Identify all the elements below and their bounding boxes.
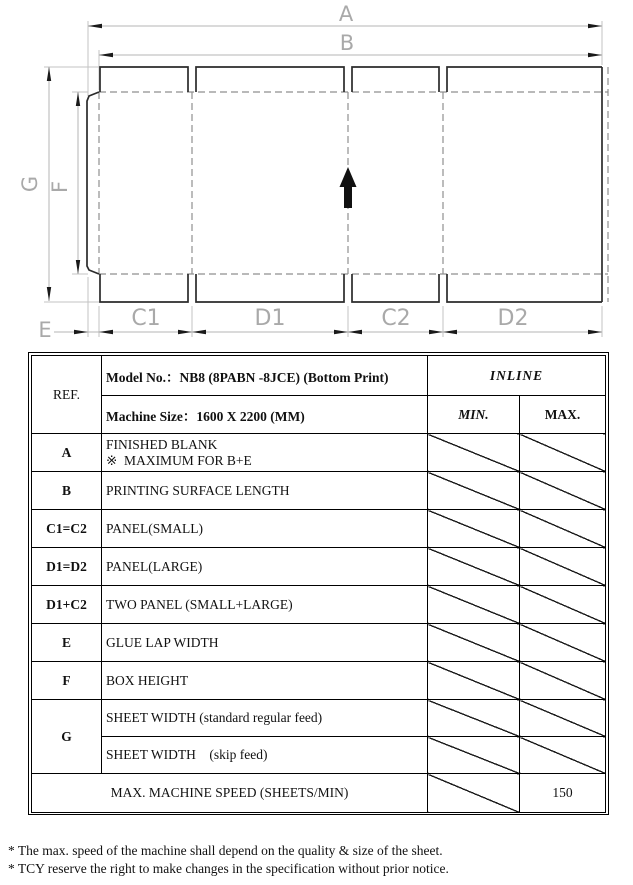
- row-ref: D1+C2: [32, 586, 102, 624]
- min-value-cell: [428, 548, 520, 586]
- row-ref: D1=D2: [32, 548, 102, 586]
- row-desc: TWO PANEL (SMALL+LARGE): [102, 586, 428, 624]
- row-ref: A: [32, 434, 102, 472]
- max-value-cell: [520, 737, 606, 774]
- spec-table-border: [28, 352, 609, 815]
- max-value-cell: [520, 434, 606, 472]
- inline-header-cell: INLINE: [428, 356, 606, 396]
- row-ref: F: [32, 662, 102, 700]
- min-value-cell: [428, 472, 520, 510]
- table-row-c1c2: [32, 510, 606, 548]
- dim-label-b: B: [339, 31, 355, 55]
- row-desc: [102, 434, 428, 472]
- table-row-g1: [32, 700, 606, 737]
- min-header-cell: MIN.: [428, 396, 520, 434]
- row-ref: G: [32, 700, 102, 774]
- row-desc: PRINTING SURFACE LENGTH: [102, 472, 428, 510]
- row-desc: PANEL(SMALL): [102, 510, 428, 548]
- ref-header-cell: REF.: [32, 356, 102, 434]
- table-row-speed: [32, 774, 606, 813]
- dim-label-d1: D1: [254, 306, 286, 331]
- row-desc: BOX HEIGHT: [102, 662, 428, 700]
- max-value-cell: [520, 548, 606, 586]
- row-desc: SHEET WIDTH (skip feed): [102, 737, 428, 774]
- min-value-cell: [428, 434, 520, 472]
- min-value-cell: [428, 510, 520, 548]
- desc-line: FINISHED BLANK: [106, 436, 218, 452]
- dimension-lines: [49, 26, 602, 332]
- max-value-cell: [520, 624, 606, 662]
- table-row-g2: [32, 737, 606, 774]
- row-desc: SHEET WIDTH (standard regular feed): [102, 700, 428, 737]
- speed-label-cell: MAX. MACHINE SPEED (SHEETS/MIN): [32, 774, 428, 813]
- row-ref: B: [32, 472, 102, 510]
- table-row-f: [32, 662, 606, 700]
- max-header-cell: MAX.: [520, 396, 606, 434]
- table-row-b: [32, 472, 606, 510]
- table-row-a: [32, 434, 606, 472]
- dim-label-c2: C2: [381, 306, 411, 331]
- max-value-cell: [520, 700, 606, 737]
- row-ref: C1=C2: [32, 510, 102, 548]
- dim-label-g: G: [18, 175, 42, 193]
- spec-table: [31, 355, 606, 813]
- dim-label-f: F: [48, 180, 72, 194]
- footnote-line: * TCY reserve the right to make changes in the specification without prior notice.: [8, 861, 449, 876]
- dim-label-e: E: [38, 318, 52, 342]
- row-desc: PANEL(LARGE): [102, 548, 428, 586]
- table-row-d1c2: [32, 586, 606, 624]
- table-row-e: [32, 624, 606, 662]
- max-value-cell: [520, 586, 606, 624]
- max-value-cell: [520, 662, 606, 700]
- min-value-cell: [428, 624, 520, 662]
- model-no-cell: Model No.：NB8 (8PABN -8JCE) (Bottom Print): [102, 356, 428, 396]
- footnotes: [8, 842, 449, 878]
- table-row-d1d2: [32, 548, 606, 586]
- desc-note: ※ MAXIMUM FOR B+E: [106, 452, 252, 468]
- machine-size-cell: Machine Size：1600 X 2200 (MM): [102, 396, 428, 434]
- row-desc: GLUE LAP WIDTH: [102, 624, 428, 662]
- dim-label-c1: C1: [131, 306, 161, 331]
- min-value-cell: [428, 737, 520, 774]
- max-speed-value: 150: [520, 774, 606, 813]
- dim-label-d2: D2: [497, 306, 529, 331]
- row-ref: E: [32, 624, 102, 662]
- min-value-cell: [428, 700, 520, 737]
- min-value-cell: [428, 662, 520, 700]
- box-blank-diagram: [0, 0, 633, 348]
- min-value-cell: [428, 586, 520, 624]
- header-row-1: [32, 356, 606, 396]
- dim-label-a: A: [338, 2, 354, 26]
- glue-lap-edge: [87, 92, 99, 274]
- dimension-arrowheads: [47, 24, 602, 334]
- max-value-cell: [520, 472, 606, 510]
- header-row-2: [32, 396, 606, 434]
- min-value-cell: [428, 774, 520, 813]
- footnote-line: * The max. speed of the machine shall depend on the quality & size of the sheet.: [8, 843, 443, 858]
- feed-direction-arrow: [340, 167, 357, 208]
- max-value-cell: [520, 510, 606, 548]
- extension-lines: [44, 21, 602, 337]
